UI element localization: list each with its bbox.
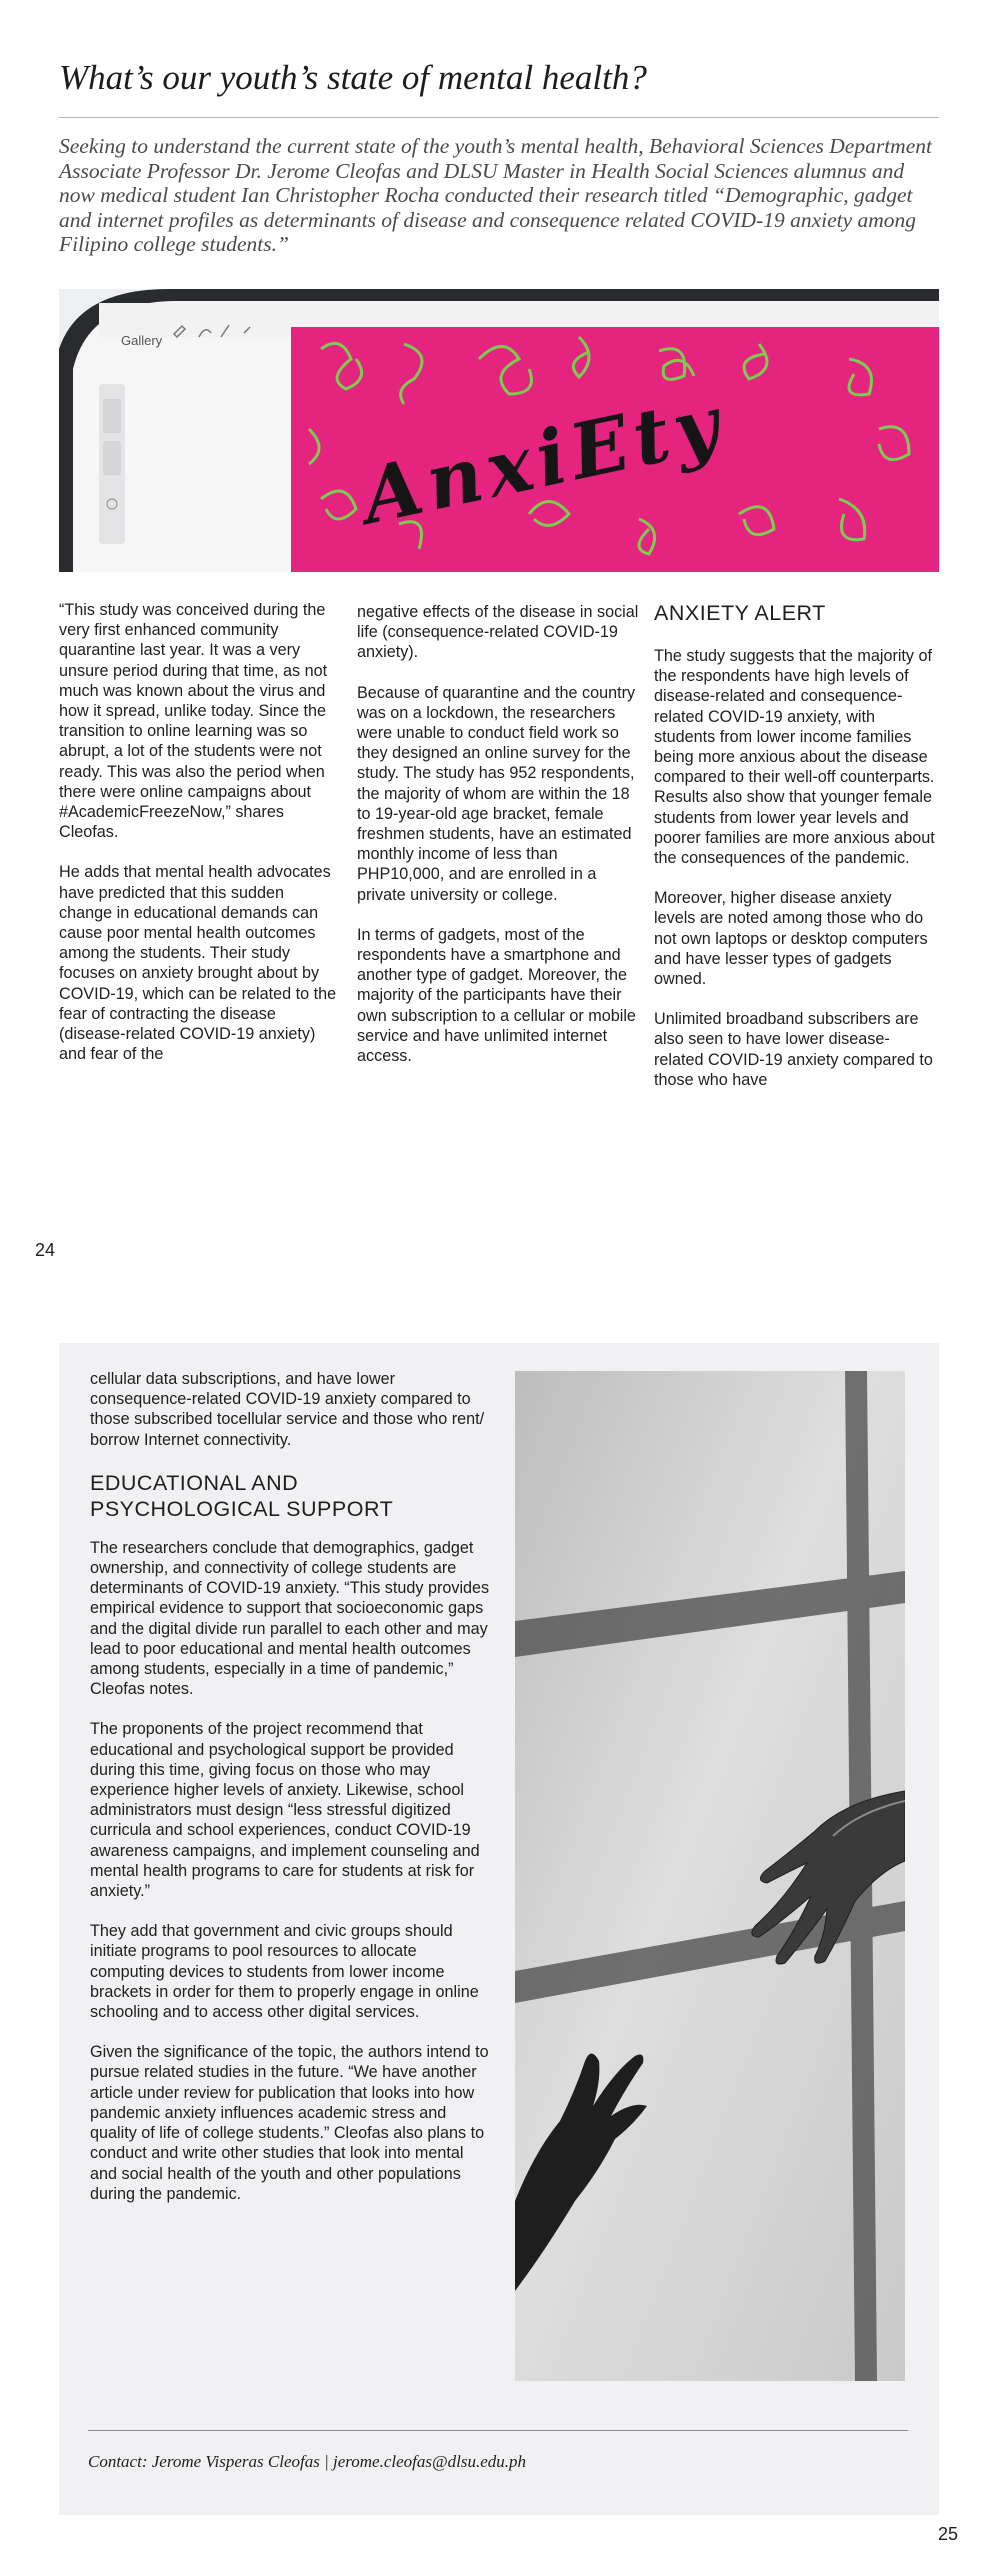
hero-handwritten-word: AnxiEty [354, 377, 733, 542]
contact-line: Contact: Jerome Visperas Cleofas | jerome.cleofas@dlsu.edu.ph [88, 2452, 526, 2471]
page2-paragraph-2: The proponents of the project recommend that educational and psychological support be provided during this time, giving focus on those who may experience higher levels of anxiety. Likewise, school administrators must design “less stressful digitized curricula and school experiences, conduct COVID-19 awareness campaigns, and implement counseling and mental health programs to care for students at risk for anxiety.” [90, 1720, 480, 1901]
page2-intro: cellular data subscriptions, and have lower consequence-related COVID-19 anxiety compared to those subscribed tocellular service and those who rent/ borrow Internet connectivity. [90, 1370, 485, 1449]
column-3 [654, 600, 936, 1110]
page2-paragraph-1: The researchers conclude that demographics, gadget ownership, and connectivity of college students are determinants of COVID-19 anxiety. “This study provides empirical evidence to support that socioeconomic gaps and the digital divide run parallel to each other and may lead to poor educational and mental health outcomes among students, especially in a time of pandemic,” Cleofas notes. [90, 1538, 490, 1699]
column-2 [357, 602, 639, 1086]
column-1 [59, 600, 341, 1084]
page2-paragraph-4: Given the significance of the topic, the authors intend to pursue related studies in the future. “We have another article under review for publication that looks into how pandemic anxiety influences academic stress and quality of life of college students.” Cleofas also plans to conduct and write other studies that look into mental and social health of the youth and other populations during the pandemic. [90, 2043, 489, 2203]
col2-paragraph-1: negative effects of the disease in social life (consequence-related COVID-19 anxiety). [357, 603, 639, 662]
hero-image-tablet-anxiety [59, 289, 939, 572]
col3-paragraph-1: The study suggests that the majority of the respondents have high levels of disease-related and consequence-related COVID-19 anxiety, with students from lower income families being more anxious about the disease compared to their well-off counterparts. Results also show that younger female students from lower year levels and poorer families are more anxious about the consequences of the pandemic. [654, 647, 935, 868]
anxiety-alert-heading: ANXIETY ALERT [654, 601, 826, 625]
col1-paragraph-2: He adds that mental health advocates have predicted that this sudden change in educational demands can cause poor mental health outcomes among the students. Their study focuses on anxiety brought about by COVID-19, which can be related to the fear of contracting the disease (disease-related COVID-19 anxiety) and fear of the [59, 863, 337, 1064]
contact-divider [88, 2430, 908, 2431]
educational-support-heading: EDUCATIONAL AND PSYCHOLOGICAL SUPPORT [90, 1470, 394, 1521]
hero-gallery-label: Gallery [121, 333, 163, 348]
col1-paragraph-1: “This study was conceived during the very first enhanced community quarantine last year. It was a very unsure period during that time, as not much was known about the virus and how it spread, unlike today. Since the transition to online learning was so abrupt, a lot of the students were not ready. This was also the period when there were online campaigns about #AcademicFreezeNow,” shares Cleofas. [59, 601, 328, 842]
col2-paragraph-3: In terms of gadgets, most of the respondents have a smartphone and another type of gadget. Moreover, the majority of the participants have their own subscription to a cellular or mobile service and have unlimited internet access. [357, 925, 636, 1066]
col2-paragraph-2: Because of quarantine and the country was on a lockdown, the researchers were unable to conduct field work so they designed an online survey for the study. The study has 952 respondents, the majority of whom are within the 18 to 19-year-old age bracket, female freshmen students, have an estimated monthly income of less than PHP10,000, and are enrolled in a private university or college. [357, 683, 636, 904]
hand-shadow-photo [515, 1371, 905, 2381]
article-title: What’s our youth’s state of mental health? [59, 58, 647, 97]
page-2-text [90, 1369, 490, 2224]
title-divider [59, 117, 939, 118]
page2-paragraph-3: They add that government and civic groups should initiate programs to pool resources to allocate computing devices to students from lower income brackets in order for them to properly engage in online schooling and to access other digital services. [90, 1922, 479, 2022]
page-number-right: 25 [938, 2524, 959, 2544]
col3-paragraph-3: Unlimited broadband subscribers are also seen to have lower disease-related COVID-19 anxiety compared to those who have [654, 1010, 933, 1089]
article-lede: Seeking to understand the current state of the youth’s mental health, Behavioral Sciences Department Associate Professor Dr. Jerome Cleofas and DLSU Master in Health Social Sciences alumnus and now medical student Ian Christopher Rocha conducted their research titled “Demographic, gadget and internet profiles as determinants of disease and consequence related COVID-19 anxiety among Filipino college students.” [59, 134, 932, 256]
col3-paragraph-2: Moreover, higher disease anxiety levels are noted among those who do not own laptops or desktop computers and have lesser types of gadgets owned. [654, 889, 928, 989]
page-number-left: 24 [35, 1240, 56, 1260]
